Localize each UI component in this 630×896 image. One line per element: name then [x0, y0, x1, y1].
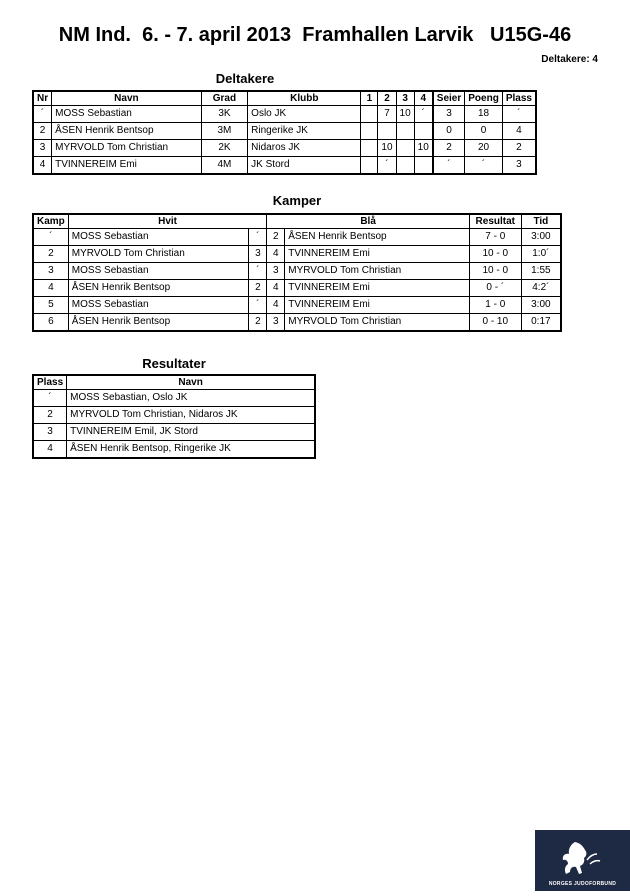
- kamp-cell: ´: [33, 229, 68, 246]
- hvit-nr-cell: ´: [249, 297, 267, 314]
- deltakere-heading: Deltakere: [215, 71, 275, 86]
- plass-cell: 2: [502, 140, 536, 157]
- resultat-cell: 1 - 0: [469, 297, 521, 314]
- round-3-cell: [396, 140, 414, 157]
- hvit-nr-cell: ´: [249, 229, 267, 246]
- col-plass: Plass: [33, 375, 67, 390]
- table-row: [33, 390, 315, 407]
- poeng-cell: ´: [465, 157, 503, 175]
- navn-cell: MYRVOLD Tom Christian, Nidaros JK: [67, 407, 315, 424]
- seier-cell: 3: [433, 106, 465, 123]
- table-row: [33, 314, 561, 332]
- seier-cell: 2: [433, 140, 465, 157]
- kamp-cell: 3: [33, 263, 68, 280]
- grad-cell: 3M: [201, 123, 247, 140]
- round-2-cell: [378, 123, 396, 140]
- hvit-nr-cell: 2: [249, 314, 267, 332]
- bla-cell: TVINNEREIM Emi: [285, 280, 470, 297]
- tid-cell: 4:2´: [521, 280, 561, 297]
- plass-cell: 3: [33, 424, 67, 441]
- hvit-cell: ÅSEN Henrik Bentsop: [68, 280, 249, 297]
- nr-cell: 4: [33, 157, 52, 175]
- col-bla: Blå: [267, 214, 469, 229]
- tid-cell: 3:00: [521, 229, 561, 246]
- grad-cell: 4M: [201, 157, 247, 175]
- nr-cell: ´: [33, 106, 52, 123]
- round-1-cell: [361, 123, 378, 140]
- navn-cell: MOSS Sebastian, Oslo JK: [67, 390, 315, 407]
- participants-count: Deltakere: 4: [541, 54, 598, 65]
- navn-cell: MYRVOLD Tom Christian: [52, 140, 202, 157]
- hvit-cell: MOSS Sebastian: [68, 229, 249, 246]
- resultater-table: [32, 374, 316, 459]
- col-klubb: Klubb: [248, 91, 361, 106]
- col-3: 3: [396, 91, 414, 106]
- klubb-cell: JK Stord: [248, 157, 361, 175]
- col-resultat: Resultat: [469, 214, 521, 229]
- round-2-cell: 7: [378, 106, 396, 123]
- col-hvit: Hvit: [68, 214, 267, 229]
- round-2-cell: 10: [378, 140, 396, 157]
- resultater-heading: Resultater: [142, 356, 206, 371]
- bla-cell: MYRVOLD Tom Christian: [285, 314, 470, 332]
- table-row: [33, 263, 561, 280]
- plass-cell: ´: [33, 390, 67, 407]
- round-3-cell: [396, 157, 414, 175]
- round-3-cell: [396, 123, 414, 140]
- plass-cell: 3: [502, 157, 536, 175]
- nr-cell: 3: [33, 140, 52, 157]
- page-title: NM Ind. 6. - 7. april 2013 Framhallen Larvik U15G-46: [58, 24, 572, 46]
- col-seier: Seier: [433, 91, 465, 106]
- kamp-cell: 5: [33, 297, 68, 314]
- round-4-cell: [414, 123, 433, 140]
- bla-nr-cell: 4: [267, 280, 285, 297]
- table-row: [33, 140, 536, 157]
- resultat-cell: 7 - 0: [469, 229, 521, 246]
- col-nr: Nr: [33, 91, 52, 106]
- col-1: 1: [361, 91, 378, 106]
- tid-cell: 0:17: [521, 314, 561, 332]
- col-plass: Plass: [502, 91, 536, 106]
- round-4-cell: 10: [414, 140, 433, 157]
- deltakere-table: [32, 90, 537, 175]
- kamper-table: [32, 213, 562, 332]
- poeng-cell: 0: [465, 123, 503, 140]
- col-kamp: Kamp: [33, 214, 68, 229]
- plass-cell: ´: [502, 106, 536, 123]
- table-row: [33, 424, 315, 441]
- resultat-cell: 10 - 0: [469, 263, 521, 280]
- kamp-cell: 2: [33, 246, 68, 263]
- navn-cell: TVINNEREIM Emi: [52, 157, 202, 175]
- col-navn: Navn: [67, 375, 315, 390]
- plass-cell: 2: [33, 407, 67, 424]
- table-row: [33, 280, 561, 297]
- navn-cell: ÅSEN Henrik Bentsop: [52, 123, 202, 140]
- table-row: [33, 297, 561, 314]
- navn-cell: ÅSEN Henrik Bentsop, Ringerike JK: [67, 441, 315, 459]
- round-4-cell: [414, 157, 433, 175]
- round-4-cell: ´: [414, 106, 433, 123]
- klubb-cell: Nidaros JK: [248, 140, 361, 157]
- bla-nr-cell: 4: [267, 246, 285, 263]
- bla-cell: ÅSEN Henrik Bentsop: [285, 229, 470, 246]
- seier-cell: ´: [433, 157, 465, 175]
- kamp-cell: 6: [33, 314, 68, 332]
- bla-cell: TVINNEREIM Emi: [285, 246, 470, 263]
- table-row: [33, 229, 561, 246]
- poeng-cell: 18: [465, 106, 503, 123]
- round-1-cell: [361, 157, 378, 175]
- navn-cell: TVINNEREIM Emil, JK Stord: [67, 424, 315, 441]
- grad-cell: 2K: [201, 140, 247, 157]
- col-navn: Navn: [52, 91, 202, 106]
- nr-cell: 2: [33, 123, 52, 140]
- plass-cell: 4: [502, 123, 536, 140]
- col-2: 2: [378, 91, 396, 106]
- hvit-cell: MOSS Sebastian: [68, 263, 249, 280]
- navn-cell: MOSS Sebastian: [52, 106, 202, 123]
- bla-nr-cell: 3: [267, 314, 285, 332]
- hvit-nr-cell: ´: [249, 263, 267, 280]
- bla-cell: TVINNEREIM Emi: [285, 297, 470, 314]
- klubb-cell: Oslo JK: [248, 106, 361, 123]
- resultater-header-row: [33, 375, 315, 390]
- logo-text: NORGES JUDOFORBUND: [548, 881, 617, 887]
- resultat-cell: 10 - 0: [469, 246, 521, 263]
- round-1-cell: [361, 106, 378, 123]
- bla-nr-cell: 3: [267, 263, 285, 280]
- hvit-cell: MYRVOLD Tom Christian: [68, 246, 249, 263]
- seier-cell: 0: [433, 123, 465, 140]
- round-3-cell: 10: [396, 106, 414, 123]
- col-tid: Tid: [521, 214, 561, 229]
- col-4: 4: [414, 91, 433, 106]
- table-row: [33, 106, 536, 123]
- federation-logo: [535, 830, 630, 891]
- tid-cell: 3:00: [521, 297, 561, 314]
- table-row: [33, 441, 315, 459]
- col-poeng: Poeng: [465, 91, 503, 106]
- round-2-cell: ´: [378, 157, 396, 175]
- hvit-cell: MOSS Sebastian: [68, 297, 249, 314]
- kamper-heading: Kamper: [272, 193, 322, 208]
- poeng-cell: 20: [465, 140, 503, 157]
- resultat-cell: 0 - ´: [469, 280, 521, 297]
- table-row: [33, 407, 315, 424]
- round-1-cell: [361, 140, 378, 157]
- deltakere-header-row: [33, 91, 536, 106]
- grad-cell: 3K: [201, 106, 247, 123]
- plass-cell: 4: [33, 441, 67, 459]
- table-row: [33, 157, 536, 175]
- table-row: [33, 246, 561, 263]
- kamper-header-row: [33, 214, 561, 229]
- hvit-nr-cell: 2: [249, 280, 267, 297]
- bla-cell: MYRVOLD Tom Christian: [285, 263, 470, 280]
- kamp-cell: 4: [33, 280, 68, 297]
- klubb-cell: Ringerike JK: [248, 123, 361, 140]
- tid-cell: 1:55: [521, 263, 561, 280]
- bla-nr-cell: 2: [267, 229, 285, 246]
- hvit-nr-cell: 3: [249, 246, 267, 263]
- resultat-cell: 0 - 10: [469, 314, 521, 332]
- tid-cell: 1:0´: [521, 246, 561, 263]
- table-row: [33, 123, 536, 140]
- col-grad: Grad: [201, 91, 247, 106]
- hvit-cell: ÅSEN Henrik Bentsop: [68, 314, 249, 332]
- bla-nr-cell: 4: [267, 297, 285, 314]
